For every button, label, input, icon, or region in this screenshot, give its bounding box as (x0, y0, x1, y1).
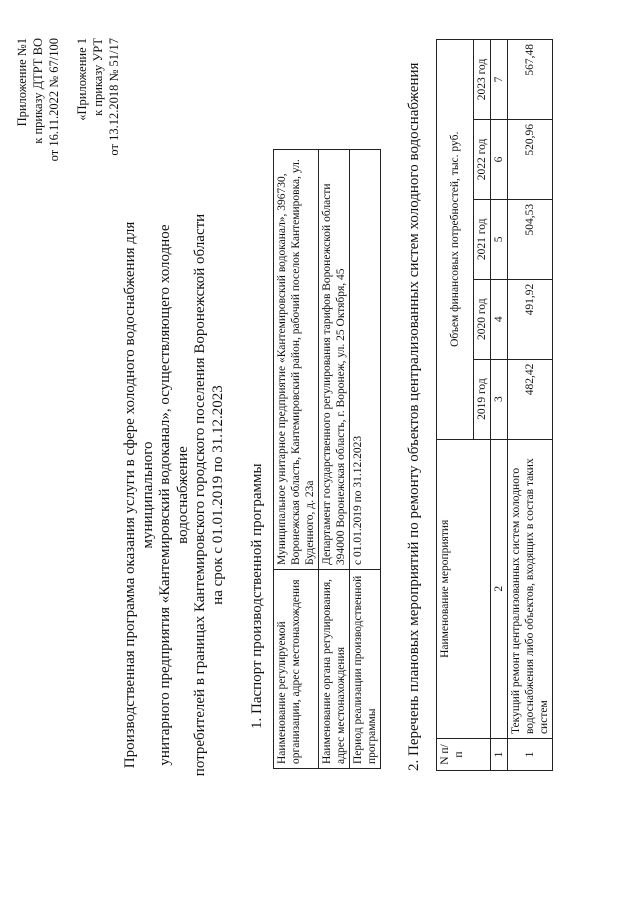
title-line: на срок с 01.01.2019 по 31.12.2023 (209, 385, 226, 605)
index-cell: 6 (491, 119, 508, 199)
col-header-number: N п/п (437, 739, 491, 771)
section1-heading: 1. Паспорт производственной программы (249, 463, 265, 729)
table-header-row (437, 40, 474, 771)
title-line: Производственная программа оказания услуги в сфере холодного водоснабжения для муниципального (122, 221, 156, 769)
value-cell: 491,92 (508, 279, 553, 359)
year-header: 2023 год (474, 40, 491, 120)
table-row (350, 150, 381, 769)
passport-value: Департамент государственного регулирования тарифов Воронежской области 394000 Воронежская область, г. Воронеж, ул. 25 Октября, 45 (319, 150, 350, 570)
passport-table (273, 149, 381, 769)
table-row (508, 40, 553, 771)
passport-key: Наименование органа регулирования, адрес местонахождения (319, 570, 350, 769)
prior-annex-line: к приказу УРТ (91, 38, 105, 116)
year-header: 2019 год (474, 359, 491, 439)
passport-value: Муниципальное унитарное предприятие «Кантемировский водоканал», 396730, Воронежская область, Кантемировский район, рабочий поселок Кантемировка, ул. Буденного, д. 23а (274, 150, 319, 570)
year-header: 2022 год (474, 119, 491, 199)
index-cell: 7 (491, 40, 508, 120)
annex-line: к приказу ДТРТ ВО (31, 38, 45, 144)
year-header: 2021 год (474, 199, 491, 279)
year-header: 2020 год (474, 279, 491, 359)
measures-table (436, 39, 553, 771)
table-row (319, 150, 350, 769)
index-cell: 4 (491, 279, 508, 359)
row-number: 1 (508, 739, 553, 771)
annex-header (14, 38, 122, 161)
col-header-volume: Объем финансовых потребностей, тыс. руб. (437, 40, 474, 440)
value-cell: 482,42 (508, 359, 553, 439)
value-cell: 520,96 (508, 119, 553, 199)
value-cell: 504,53 (508, 199, 553, 279)
title-line: унитарного предприятия «Кантемировский водоканал», осуществляющего холодное водоснабжение (157, 224, 191, 766)
index-cell: 5 (491, 199, 508, 279)
annex-line: от 16.11.2022 № 67/100 (47, 38, 61, 162)
passport-key: Период реализации производственной программы (350, 570, 381, 769)
row-name: Текущий ремонт централизованных систем холодного водоснабжения либо объектов, входящих в состав таких систем (508, 439, 553, 739)
passport-value: с 01.01.2019 по 31.12.2023 (350, 150, 381, 570)
index-row (491, 40, 508, 771)
section2-heading: 2. Перечень плановых мероприятий по ремонту объектов централизованных систем холодного водоснабжения (406, 62, 422, 771)
table-row (274, 150, 319, 769)
title-line: потребителей в границах Кантемировского городского поселения Воронежской области (192, 213, 208, 777)
col-header-name: Наименование мероприятия (437, 439, 491, 739)
passport-key: Наименование регулируемой организации, адрес местонахождения (274, 570, 319, 769)
prior-annex-line: «Приложение 1 (75, 38, 89, 121)
document-title (122, 175, 227, 815)
value-cell: 567,48 (508, 40, 553, 120)
index-cell: 3 (491, 359, 508, 439)
index-cell: 2 (491, 439, 508, 739)
index-cell: 1 (491, 739, 508, 771)
annex-line: Приложение №1 (15, 38, 29, 127)
prior-annex-line: от 13.12.2018 № 51/17 (107, 38, 121, 156)
